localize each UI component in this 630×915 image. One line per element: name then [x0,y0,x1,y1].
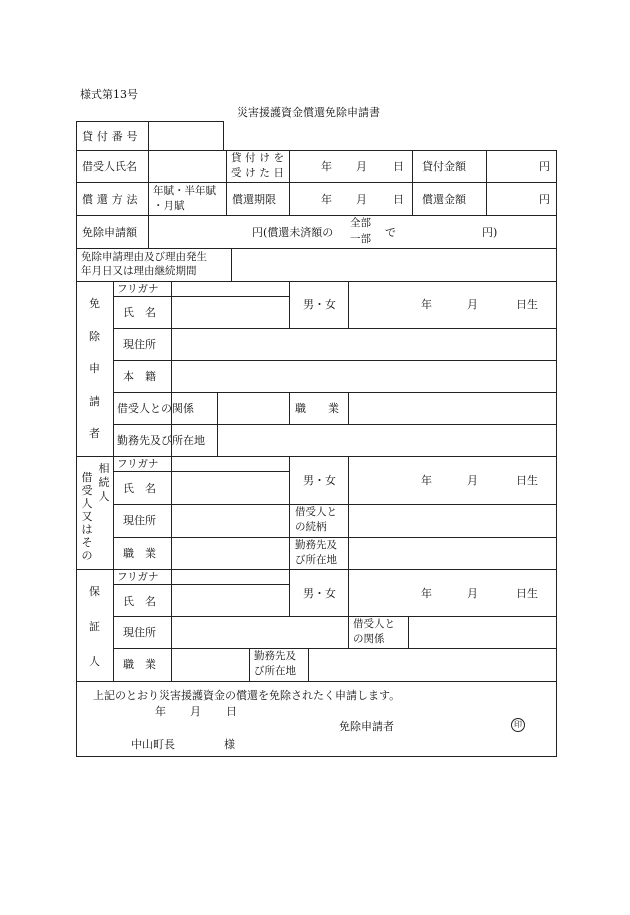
heir-side-col-2 [81,471,93,562]
applicant-birth-year: 年 [421,298,432,311]
loan-amount-label: 貸付金額 [422,160,466,173]
guarantor-side-3: 人 [89,655,100,668]
loan-date-label-2: 受けた日 [231,167,288,179]
form-number: 様式第13号 [80,88,138,101]
guarantor-name-label: 氏 名 [123,595,156,608]
heir-side-col-1-text: 相続人 [98,462,110,503]
heir-birth-suffix: 日生 [516,474,538,487]
applicant-signature-label: 免除申請者 [339,720,394,733]
guarantor-birth-year: 年 [421,587,432,600]
addressee-sama: 様 [224,738,235,751]
heir-relation-label-1: 借受人と [295,506,337,518]
guarantor-job-label: 職 業 [123,658,156,671]
applicant-side-2: 除 [89,330,100,343]
heir-side-col-1 [98,462,110,504]
borrower-name-field[interactable] [150,152,224,180]
heir-name-label: 氏 名 [123,482,156,495]
applicant-name-label: 氏 名 [123,306,156,319]
borrower-name-label: 借受人氏名 [82,160,137,173]
seal-icon: 印 [511,718,525,732]
form-title: 災害援護資金償還免除申請書 [237,106,380,119]
applicant-gender[interactable]: 男・女 [303,298,336,311]
applicant-relation-label: 借受人との関係 [117,402,194,415]
loan-number-field[interactable] [150,123,220,148]
guarantor-side-1: 保 [89,585,100,598]
heir-birth-year: 年 [421,474,432,487]
loan-date-label-1: 貸付けを [231,152,288,164]
applicant-birth-month: 月 [467,298,478,311]
footer-year: 年 [155,705,166,718]
heir-address-label: 現住所 [123,514,156,527]
applicant-side-1: 免 [89,297,100,310]
exemption-reason-label-2: 年月日又は理由継続期間 [81,265,197,277]
loan-amount-yen: 円 [539,160,550,173]
guarantor-relation-label-1: 借受人と [353,618,395,630]
guarantor-side-2: 証 [89,620,100,633]
applicant-side-3: 申 [89,362,100,375]
guarantor-address-label: 現住所 [123,626,156,639]
applicant-workplace-label: 勤務先及び所在地 [117,434,205,447]
loan-date-month: 月 [356,160,367,173]
repay-method-option-2: ・月賦 [153,200,185,212]
guarantor-birth-month: 月 [467,587,478,600]
guarantor-furigana-label: フリガナ [117,571,159,583]
heir-gender[interactable]: 男・女 [303,474,336,487]
applicant-honseki-label: 本 籍 [123,370,156,383]
guarantor-workplace-label-1: 勤務先及 [254,650,296,662]
applicant-furigana-label: フリガナ [117,283,159,295]
repay-amount-yen: 円 [539,193,550,206]
heir-relation-label-2: の続柄 [295,521,327,533]
heir-birth-month: 月 [467,474,478,487]
repay-method-option-1: 年賦・半年賦 [153,185,216,197]
repay-deadline-label: 償還期限 [232,193,276,206]
loan-date-year: 年 [321,160,332,173]
exemption-reason-field[interactable] [233,250,555,279]
repay-deadline-month: 月 [356,193,367,206]
addressee: 中山町長 [131,738,175,751]
applicant-side-4: 請 [89,395,100,408]
exemption-amount-label: 免除申請額 [82,226,137,239]
guarantor-birth-suffix: 日生 [516,587,538,600]
heir-job-label: 職 業 [123,547,156,560]
applicant-address-label: 現住所 [123,338,156,351]
exemption-all: 全部 [350,217,371,229]
guarantor-relation-label-2: の関係 [353,633,385,645]
exemption-reason-label-1: 免除申請理由及び理由発生 [81,251,207,263]
applicant-side-5: 者 [89,427,100,440]
loan-date-day: 日 [393,160,404,173]
heir-side-col-2-text: 借受人又はその [81,471,93,562]
heir-workplace-label-2: び所在地 [295,554,337,566]
exemption-amount-text: 円(償還未済額の [252,226,334,239]
repay-deadline-year: 年 [321,193,332,206]
footer-month: 月 [190,705,201,718]
guarantor-workplace-label-2: び所在地 [254,665,296,677]
repay-deadline-day: 日 [393,193,404,206]
loan-number-label: 貸付番号 [82,130,142,143]
footer-day: 日 [226,705,237,718]
guarantor-gender[interactable]: 男・女 [303,587,336,600]
repay-method-label: 償還方法 [82,193,142,206]
applicant-job-label: 職 業 [295,402,339,415]
applicant-birth-suffix: 日生 [516,298,538,311]
heir-workplace-label-1: 勤務先及 [295,539,337,551]
application-statement: 上記のとおり災害援護資金の償還を免除されたく申請します。 [93,689,401,702]
heir-furigana-label: フリガナ [117,458,159,470]
exemption-part: 一部 [350,233,371,245]
exemption-close: 円) [482,226,498,239]
exemption-de: で [385,226,396,239]
repay-amount-label: 償還金額 [422,193,466,206]
